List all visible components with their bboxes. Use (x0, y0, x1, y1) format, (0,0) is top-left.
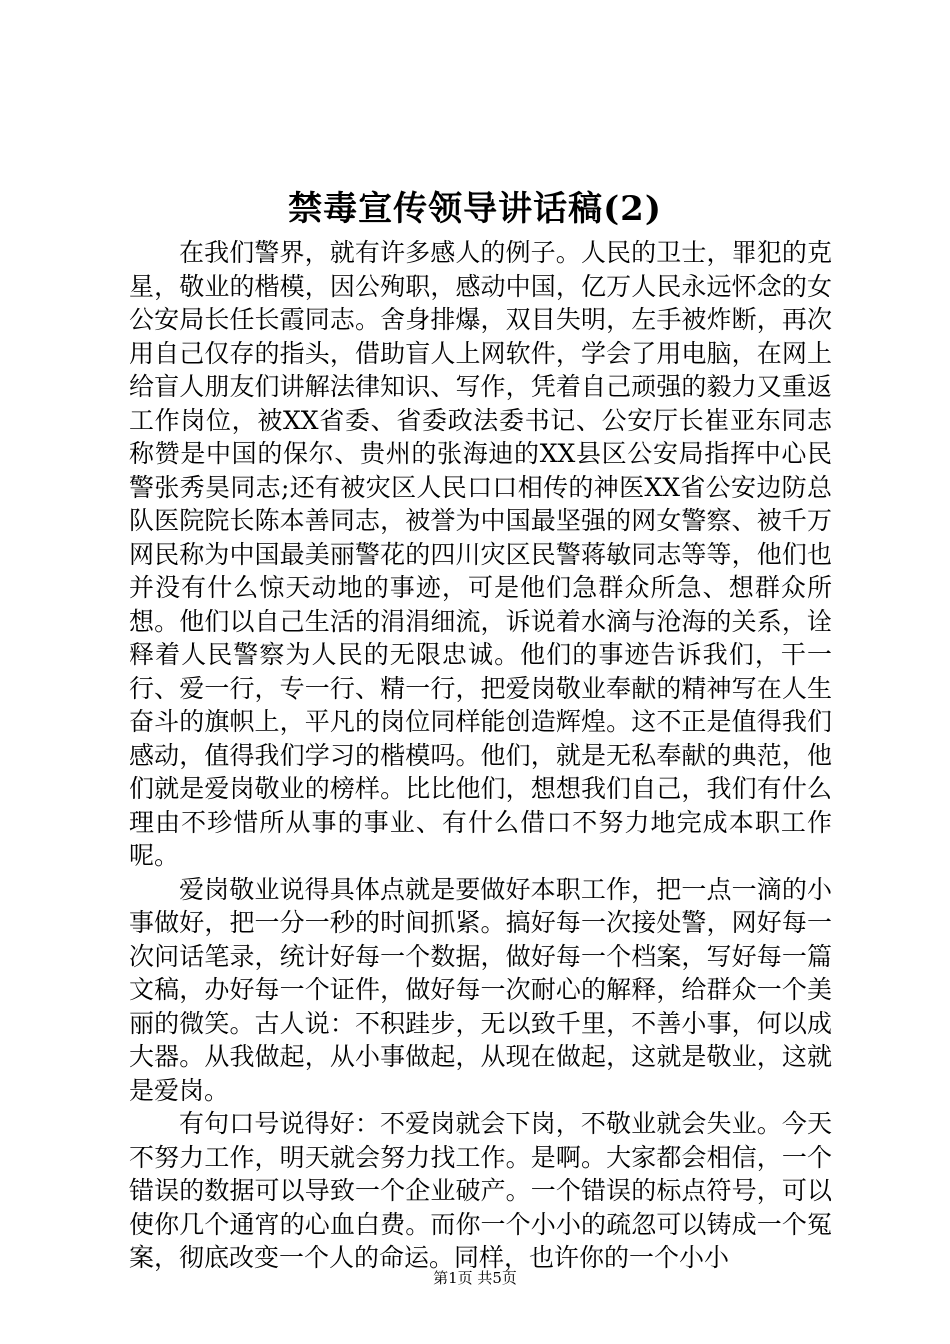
document-title: 禁毒宣传领导讲话稿(2) (288, 189, 662, 229)
body-paragraph: 在我们警界，就有许多感人的例子。人民的卫士，罪犯的克星，敬业的楷模，因公殉职，感动中国，亿万人民永远怀念的女公安局长任长霞同志。舍身排爆，双目失明，左手被炸断，再次用自己仅存的指头，借助盲人上网软件，学会了用电脑，在网上给盲人朋友们讲解法律知识、写作，凭着自己顽强的毅力又重返工作岗位，被XX省委、省委政法委书记、公安厅长崔亚东同志称赞是中国的保尔、贵州的张海迪的XX县区公安局指挥中心民警张秀昊同志;还有被灾区人民口口相传的神医XX省公安边防总队医院院长陈本善同志，被誉为中国最坚强的网女警察、被千万网民称为中国最美丽警花的四川灾区民警蒋敏同志等等，他们也并没有什么惊天动地的事迹，可是他们急群众所急、想群众所想。他们以自己生活的涓涓细流，诉说着水滴与沧海的关系，诠释着人民警察为人民的无限忠诚。他们的事迹告诉我们，干一行、爱一行，专一行、精一行，把爱岗敬业奉献的精神写在人生奋斗的旗帜上，平凡的岗位同样能创造辉煌。这不正是值得我们感动，值得我们学习的楷模吗。他们，就是无私奉献的典范，他们就是爱岗敬业的榜样。比比他们，想想我们自己，我们有什么理由不珍惜所从事的事业、有什么借口不努力地完成本职工作呢。 (129, 238, 832, 870)
page-number-footer: 第1页 共5页 (433, 1269, 517, 1287)
document-body (129, 236, 832, 1275)
body-paragraph: 爱岗敬业说得具体点就是要做好本职工作，把一点一滴的小事做好，把一分一秒的时间抓紧。搞好每一次接处警，网好每一次问话笔录，统计好每一个数据，做好每一个档案，写好每一篇文稿，办好每一个证件，做好每一次耐心的解释，给群众一个美丽的微笑。古人说：不积跬步，无以致千里，不善小事，何以成大器。从我做起，从小事做起，从现在做起，这就是敬业，这就是爱岗。 (129, 874, 832, 1105)
body-paragraph: 有句口号说得好：不爱岗就会下岗，不敬业就会失业。今天不努力工作，明天就会努力找工作。是啊。大家都会相信，一个错误的数据可以导致一个企业破产。一个错误的标点符号，可以使你几个通宵的心血白费。而你一个小小的疏忽可以铸成一个冤案，彻底改变一个人的命运。同样，也许你的一个小小 (129, 1109, 832, 1272)
